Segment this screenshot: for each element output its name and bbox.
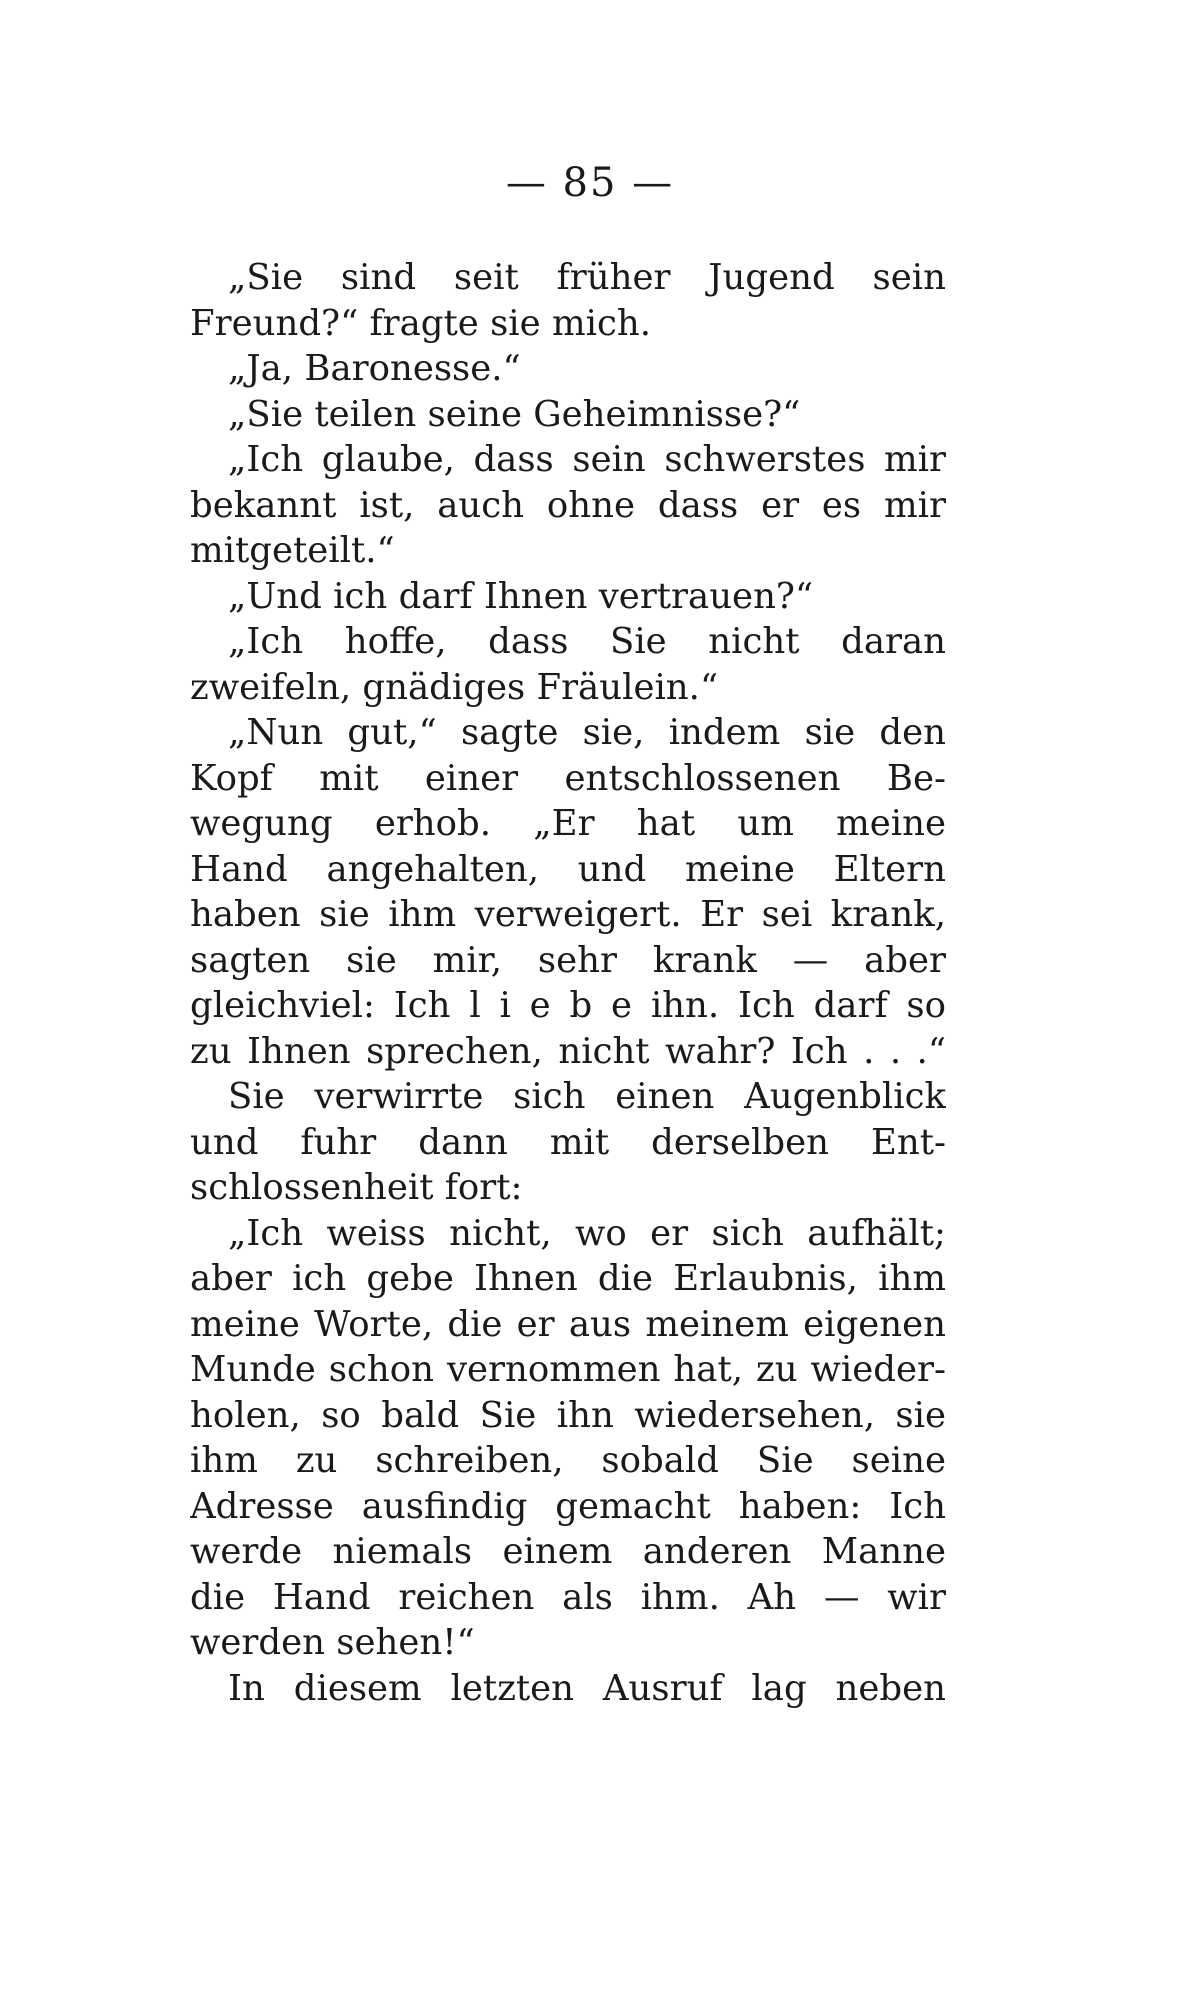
- text-line: meine Worte, die er aus meinem eigenen: [190, 1303, 946, 1345]
- text-line: bekannt ist, auch ohne dass er es mir: [190, 484, 946, 526]
- text-line: werden sehen!“: [190, 1622, 475, 1663]
- text-line: werde niemals einem anderen Manne: [190, 1531, 946, 1572]
- text-line: „Ich weiss nicht, wo er sich aufhält;: [228, 1212, 946, 1254]
- text-line: „Sie sind seit früher Jugend sein: [228, 257, 946, 298]
- text-line: die Hand reichen als ihm. Ah — wir: [190, 1576, 946, 1618]
- text-line: „Und ich darf Ihnen vertrauen?“: [228, 575, 814, 617]
- text-line: „Nun gut,“ sagte sie, indem sie den: [228, 712, 946, 753]
- text-line: mitgeteilt.“: [190, 530, 395, 571]
- text-line: haben sie ihm verweigert. Er sei krank,: [190, 894, 946, 935]
- text-line: schlossenheit fort:: [190, 1167, 523, 1208]
- text-line: „Ich glaube, dass sein schwerstes mir: [228, 439, 946, 480]
- text-line: zweifeln, gnädiges Fräulein.“: [190, 666, 719, 708]
- text-line: sagten sie mir, sehr krank — aber: [190, 939, 946, 981]
- text-line: ihm zu schreiben, sobald Sie seine: [190, 1440, 946, 1481]
- text-line: wegung erhob. „Er hat um meine: [190, 803, 946, 844]
- text-line: Munde schon vernommen hat, zu wieder-: [190, 1349, 946, 1390]
- text-line: aber ich gebe Ihnen die Erlaubnis, ihm: [190, 1258, 946, 1299]
- text-line: zu Ihnen sprechen, nicht wahr? Ich . . .“: [190, 1030, 946, 1072]
- body-text: [190, 255, 946, 1711]
- page-number: — 85 —: [505, 160, 675, 206]
- text-line: Hand angehalten, und meine Eltern: [190, 848, 946, 890]
- text-line: gleichviel: Ich l i e b e ihn. Ich darf so: [190, 985, 946, 1026]
- text-line: Freund?“ fragte sie mich.: [190, 302, 651, 344]
- text-line: Sie verwirrte sich einen Augenblick: [228, 1076, 946, 1117]
- text-line: Kopf mit einer entschlossenen Be-: [190, 757, 946, 799]
- text-line: „Sie teilen seine Geheimnisse?“: [228, 393, 801, 435]
- text-line: „Ich hoffe, dass Sie nicht daran: [228, 621, 946, 662]
- text-line: und fuhr dann mit derselben Ent-: [190, 1121, 946, 1163]
- text-line: holen, so bald Sie ihn wiedersehen, sie: [190, 1394, 946, 1436]
- text-line: Adresse ausfindig gemacht haben: Ich: [190, 1485, 946, 1527]
- text-line: In diesem letzten Ausruf lag neben: [228, 1667, 946, 1709]
- text-line: „Ja, Baronesse.“: [228, 348, 521, 389]
